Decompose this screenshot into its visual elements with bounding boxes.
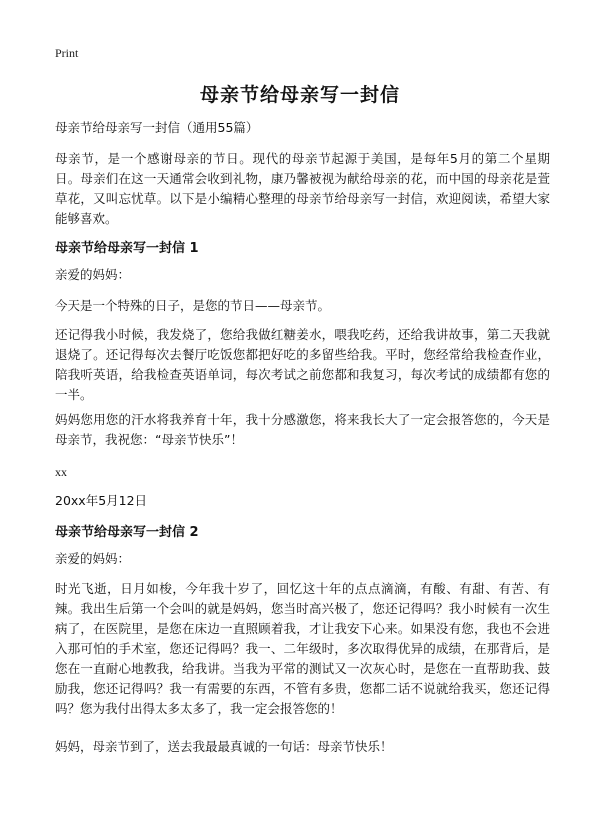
letter-2-heading: 母亲节给母亲写一封信 2 xyxy=(55,525,199,540)
letter-1-greeting: 亲爱的妈妈： xyxy=(55,267,131,282)
letter-2-paragraph-2: 妈妈，母亲节到了，送去我最最真诚的一句话：母亲节快乐！ xyxy=(55,739,393,754)
letter-1-date: 20xx年5月12日 xyxy=(55,493,148,508)
letter-1-paragraph-2: 还记得我小时候，我发烧了，您给我做红糖姜水，喂我吃药，还给我讲故事，第二天我就退烧了。还记得每次去餐厅吃饭您都把好吃的多留些给我。平时，您经常给我检查作业，陪我听英语，给我检查英语单词，每次考试之前您都和我复习，每次考试的成绩都有您的一半。 xyxy=(55,327,550,402)
intro-paragraph: 母亲节，是一个感谢母亲的节日。现代的母亲节起源于美国，是每年5月的第二个星期日。母亲们在这一天通常会收到礼物，康乃馨被视为献给母亲的花，而中国的母亲花是萱草花，又叫忘忧草。以下是小编精心整理的母亲节给母亲写一封信，欢迎阅读，希望大家能够喜欢。 xyxy=(55,151,550,226)
document-title: 母亲节给母亲写一封信 xyxy=(199,84,400,106)
letter-1-paragraph-1: 今天是一个特殊的日子，是您的节日——母亲节。 xyxy=(55,298,331,313)
letter-2-paragraph-1: 时光飞逝，日月如梭，今年我十岁了，回忆这十年的点点滴滴，有酸、有甜、有苦、有辣。我出生后第一个会叫的就是妈妈，您当时高兴极了，您还记得吗？我小时候有一次生病了，在医院里，是您在床边一直照顾着我，才让我安下心来。如果没有您，我也不会进入那可怕的手术室，您还记得吗？我一、二年级时，多次取得优异的成绩，在那背后，是您在一直耐心地教我，给我讲。当我为平常的测试又一次灰心时，是您在一直帮助我、鼓励我，您还记得吗？我一有需要的东西，不管有多贵，您都二话不说就给我买，您还记得吗？您为我付出得太多太多了，我一定会报答您的！ xyxy=(55,581,550,716)
letter-2-greeting: 亲爱的妈妈： xyxy=(55,551,131,566)
document-subtitle: 母亲节给母亲写一封信（通用55篇） xyxy=(55,120,259,135)
print-label: Print xyxy=(55,46,79,60)
letter-1-signature: xx xyxy=(55,465,67,479)
letter-1-paragraph-3: 妈妈您用您的汗水将我养育十年，我十分感激您，将来我长大了一定会报答您的，今天是母亲节，我祝您：“母亲节快乐”！ xyxy=(55,412,550,447)
letter-1-heading: 母亲节给母亲写一封信 1 xyxy=(55,241,199,256)
